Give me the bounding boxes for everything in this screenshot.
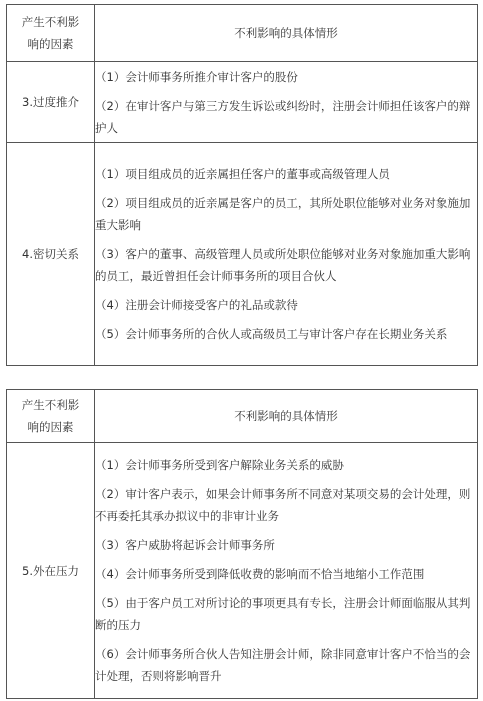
- list-item: （4）注册会计师接受客户的礼品或款待: [95, 298, 298, 312]
- table-row: [7, 62, 478, 143]
- list-item: （5）由于客户员工对所讨论的事项更具有专长，注册会计师面临服从其判断的压力: [95, 596, 471, 632]
- list-item: （1）项目组成员的近亲属担任客户的董事或高级管理人员: [95, 167, 390, 181]
- list-item: （2）审计客户表示，如果会计师事务所不同意对某项交易的会计处理，则不再委托其承办拟议中的非审计业务: [95, 487, 471, 523]
- detail-header-cell: 不利影响的具体情形: [95, 390, 478, 443]
- list-item: （1）会计师事务所推介审计客户的股份: [95, 69, 298, 84]
- factor-cell: 3.过度推介: [7, 62, 95, 143]
- table-header-row: [7, 5, 478, 62]
- list-item: （1）会计师事务所受到客户解除业务关系的威胁: [95, 458, 344, 472]
- table-header-row: [7, 390, 478, 443]
- threat-table-1: [6, 4, 478, 366]
- list-item: （3）客户的董事、高级管理人员或所处职位能够对业务对象施加重大影响的员工，最近曾担任会计师事务所的项目合伙人: [95, 247, 471, 283]
- detail-cell: [95, 143, 478, 366]
- factor-cell: 4.密切关系: [7, 143, 95, 366]
- factor-header-cell: [7, 390, 95, 443]
- threat-table-2: [6, 389, 478, 699]
- list-item: （4）会计师事务所受到降低收费的影响而不恰当地缩小工作范围: [95, 567, 425, 581]
- factor-header-text: 产生不利影响的因素: [21, 398, 80, 434]
- list-item: （5）会计师事务所的合伙人或高级员工与审计客户存在长期业务关系: [95, 327, 448, 341]
- detail-header-cell: 不利影响的具体情形: [95, 5, 478, 62]
- list-item: （3）客户威胁将起诉会计师事务所: [95, 538, 275, 552]
- factor-header-text: 产生不利影响的因素: [21, 15, 80, 51]
- factor-cell: 5.外在压力: [7, 443, 95, 699]
- detail-cell: [95, 443, 478, 699]
- table-row: [7, 443, 478, 699]
- list-item: （2）项目组成员的近亲属是客户的员工，其所处职位能够对业务对象施加重大影响: [95, 196, 471, 232]
- detail-cell: [95, 62, 478, 143]
- table-row: [7, 143, 478, 366]
- list-item: （2）在审计客户与第三方发生诉讼或纠纷时，注册会计师担任该客户的辩护人: [95, 98, 471, 135]
- list-item: （6）会计师事务所合伙人告知注册会计师，除非同意审计客户不恰当的会计处理，否则将影响晋升: [95, 647, 471, 683]
- factor-header-cell: [7, 5, 95, 62]
